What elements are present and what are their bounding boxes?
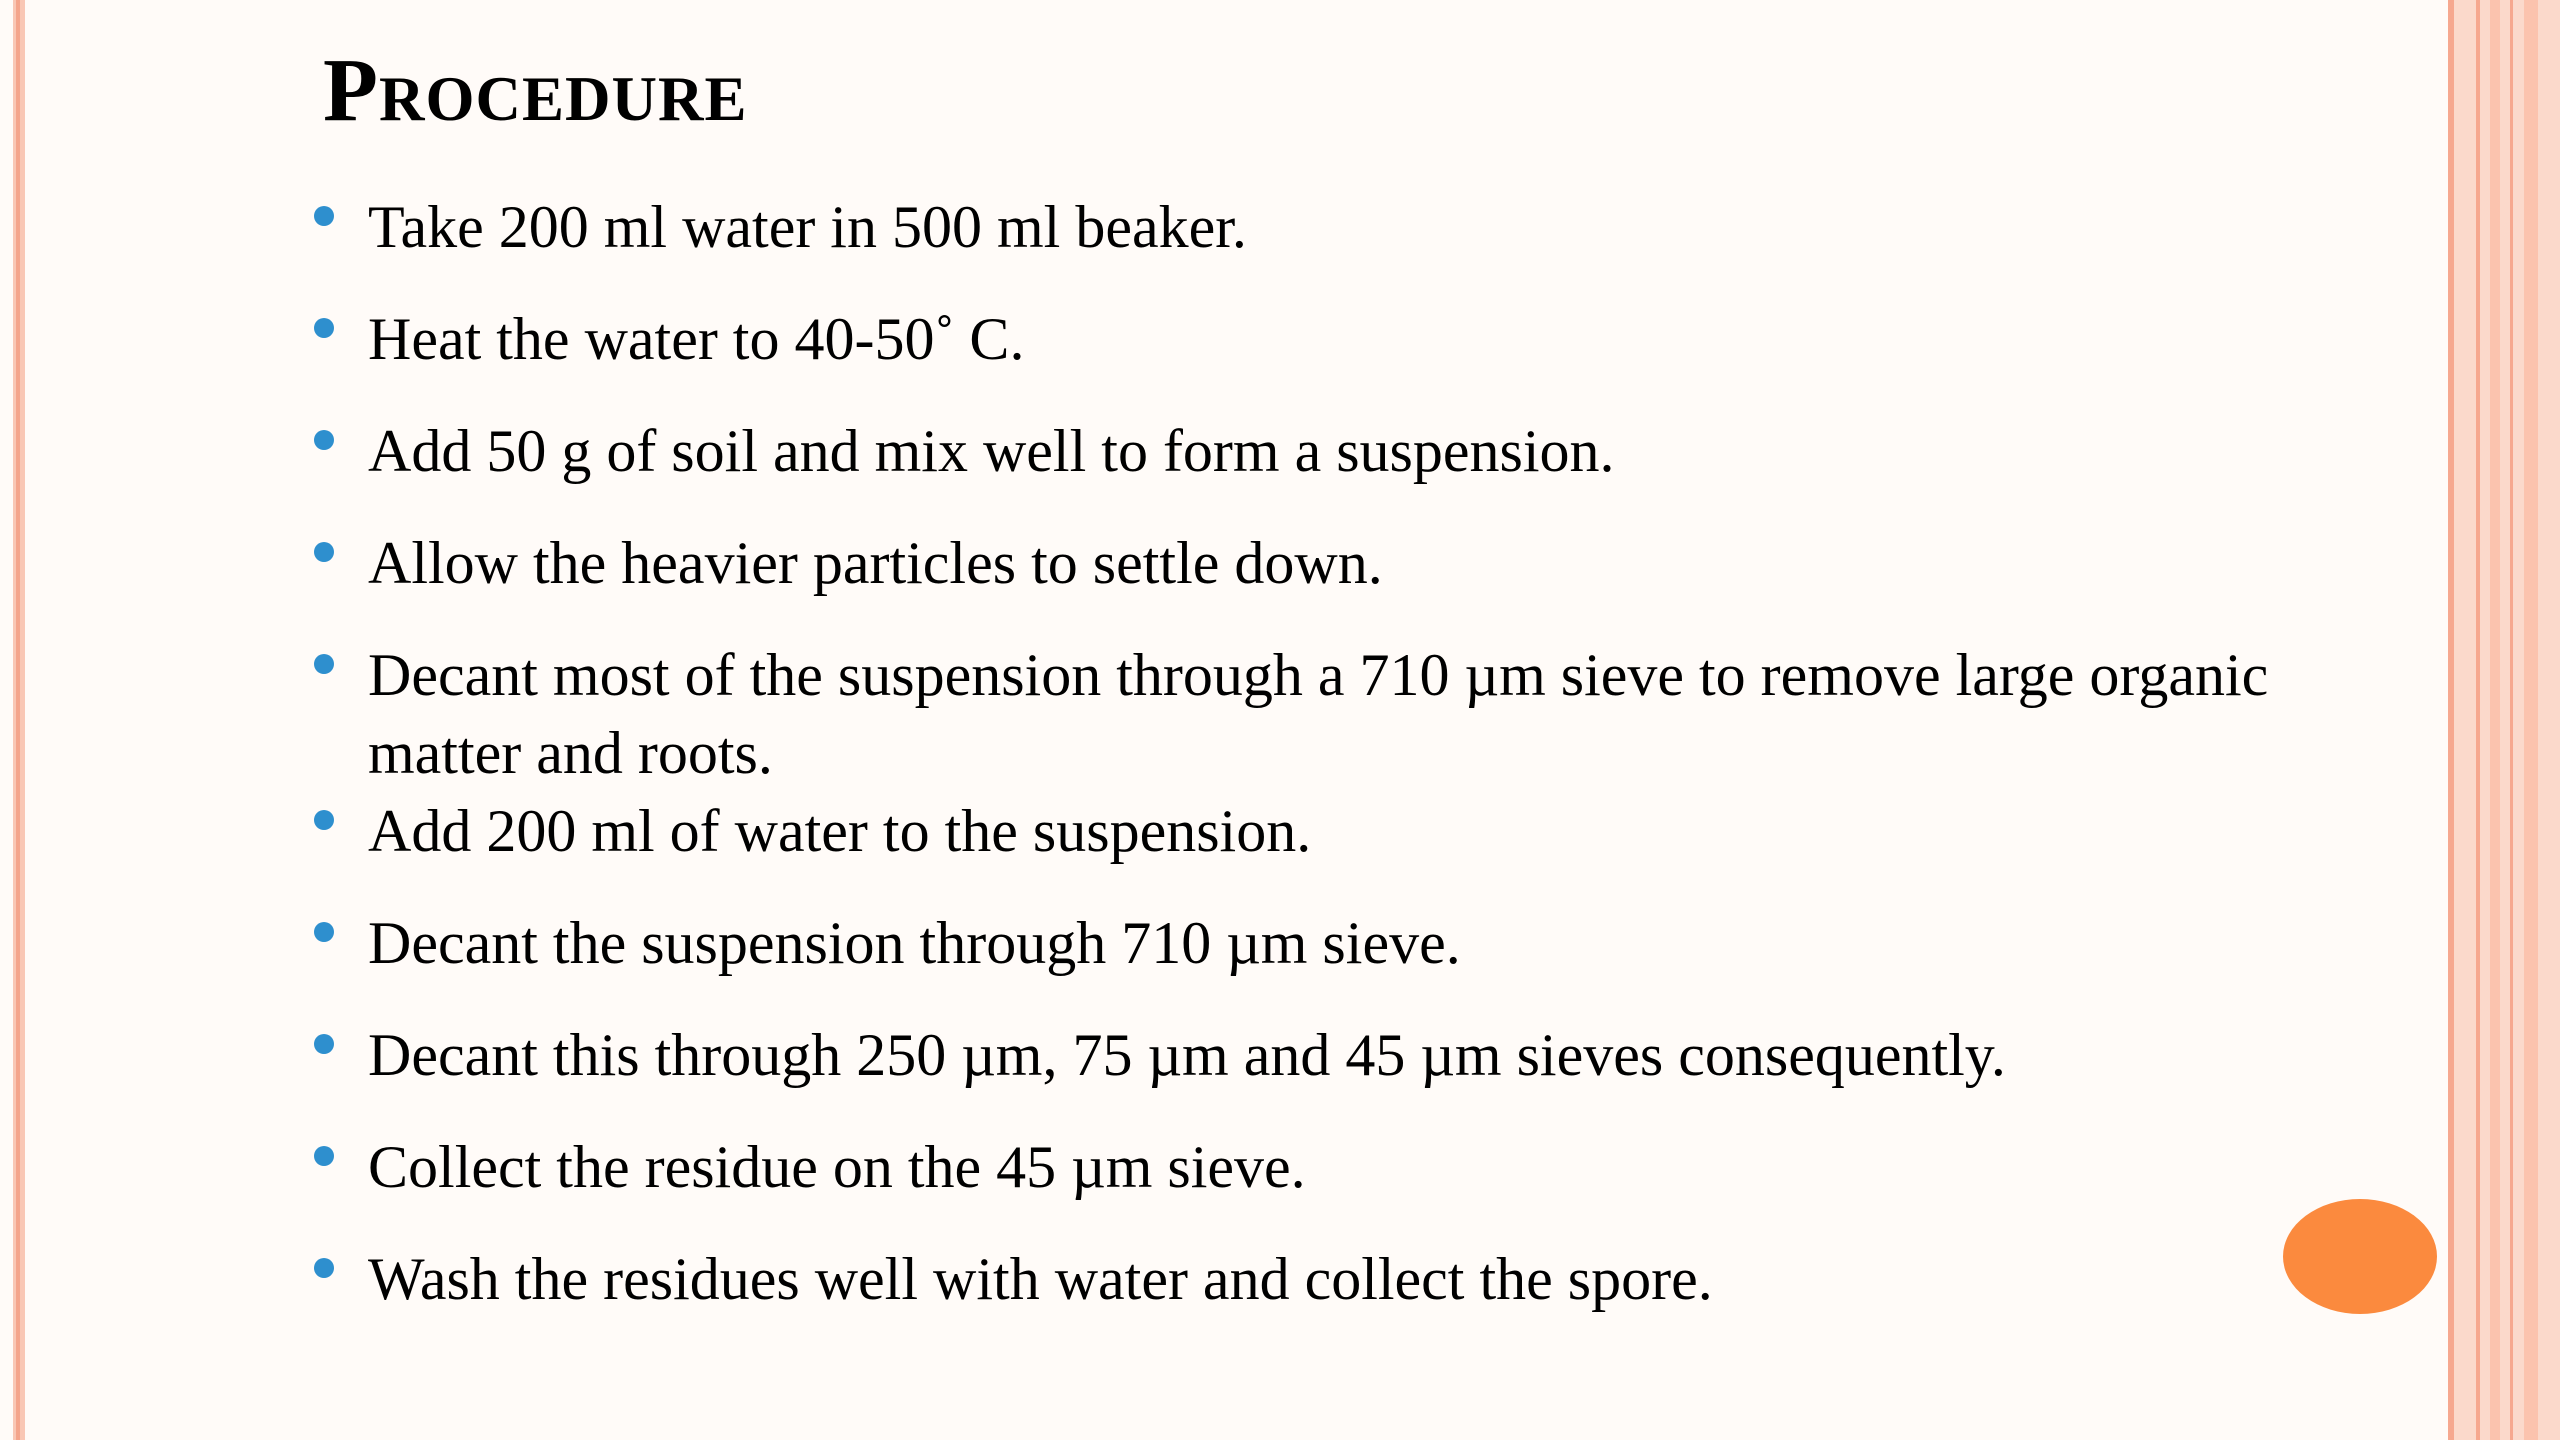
list-item-text: Allow the heavier particles to settle down. <box>368 530 1383 596</box>
list-item-text: Decant most of the suspension through a 710 µm sieve to remove large organic matter and roots. <box>368 642 2269 786</box>
slide-title: Procedure <box>323 41 748 140</box>
right-decorative-line <box>2490 0 2500 1440</box>
bullet-dot-icon <box>314 1258 334 1278</box>
list-item-text: Collect the residue on the 45 µm sieve. <box>368 1134 1306 1200</box>
list-item <box>310 792 2310 870</box>
bullet-dot-icon <box>314 430 334 450</box>
list-item <box>310 300 2310 378</box>
list-item <box>310 188 2310 266</box>
list-item <box>310 1240 2310 1318</box>
bullet-dot-icon <box>314 1146 334 1166</box>
bullet-list <box>310 188 2310 1352</box>
list-item <box>310 1016 2310 1094</box>
bullet-dot-icon <box>314 1034 334 1054</box>
bullet-dot-icon <box>314 206 334 226</box>
orange-circle-icon <box>2283 1199 2437 1314</box>
list-item <box>310 904 2310 982</box>
left-decorative-line <box>16 0 20 1440</box>
list-item-text: Wash the residues well with water and collect the spore. <box>368 1246 1713 1312</box>
list-item-text: Decant the suspension through 710 µm sieve. <box>368 910 1461 976</box>
right-decorative-line <box>2476 0 2480 1440</box>
list-item <box>310 1128 2310 1206</box>
list-item <box>310 636 2310 792</box>
right-decorative-line <box>2448 0 2454 1440</box>
bullet-dot-icon <box>314 318 334 338</box>
list-item-text: Add 50 g of soil and mix well to form a suspension. <box>368 418 1615 484</box>
bullet-dot-icon <box>314 922 334 942</box>
bullet-dot-icon <box>314 654 334 674</box>
list-item-text: Take 200 ml water in 500 ml beaker. <box>368 194 1247 260</box>
bullet-dot-icon <box>314 810 334 830</box>
right-decorative-line <box>2510 0 2513 1440</box>
right-decorative-band <box>2448 0 2560 1440</box>
list-item-text: Add 200 ml of water to the suspension. <box>368 798 1312 864</box>
list-item-text: Decant this through 250 µm, 75 µm and 45 µm sieves consequently. <box>368 1022 2006 1088</box>
list-item-text: Heat the water to 40-50˚ C. <box>368 306 1025 372</box>
list-item <box>310 412 2310 490</box>
list-item <box>310 524 2310 602</box>
bullet-dot-icon <box>314 542 334 562</box>
right-decorative-line <box>2524 0 2538 1440</box>
